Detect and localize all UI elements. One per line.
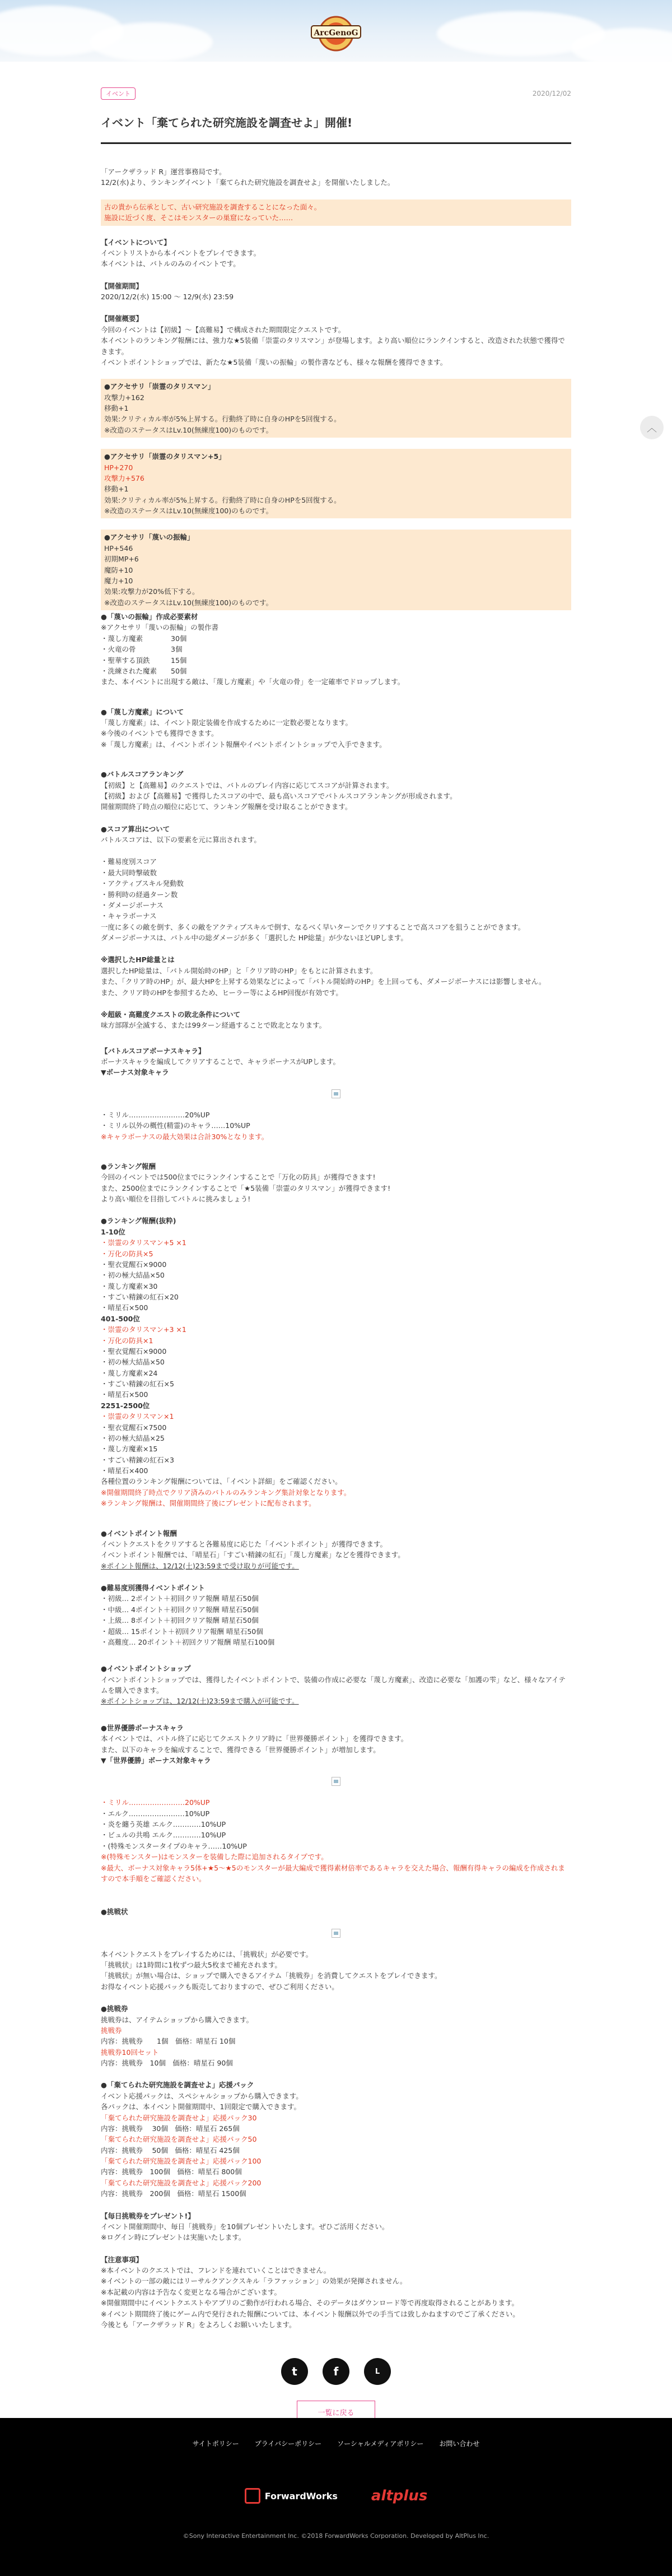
rank-tier: 401-500位 xyxy=(101,1314,140,1323)
text: ・聖華する頂鉄 15個 xyxy=(101,656,187,665)
text: 効果:攻撃力が20%低下する。 xyxy=(104,587,199,596)
text: ※キャラボーナスの最大効果は合計30%となります。 xyxy=(101,1132,269,1141)
text: 【初級】および【高難易】で獲得したスコアの中で、最も高いスコアでバトルスコアランキングが形成されます。 xyxy=(101,791,457,800)
text: 今回のイベントは【初級】～【高難易】で構成された期間限定クエストです。 xyxy=(101,325,346,334)
text: ダメージボーナスは、バトル中の総ダメージが多く「選択した HP総量」が少ないほどUPします。 xyxy=(101,934,408,942)
warning-text: ※(特殊モンスター)はモンスターを装備した際に追加されるタイプです。 ※最大、ボーナス対象キャラ5体+★5〜★5のモンスターが最大編成で獲得素材倍率であるキャラを交えた場合、報酬有得キャラの編成を作成されますので本手順をご確認ください。 xyxy=(101,1853,565,1883)
text: 攻撃力+576 xyxy=(104,474,144,482)
section-heading: ●イベントポイント報酬 xyxy=(101,1529,177,1538)
score-list xyxy=(101,856,571,921)
text: また、「クリア時のHP」が、最大HPを上昇する効果などによって「バトル開始時のHP」を上回っても、ダメージボーナスには影響しません。 xyxy=(101,977,546,986)
story-box xyxy=(101,199,571,226)
text: ※アクセサリ「蔑いの振輪」の製作書 xyxy=(101,623,219,632)
text: HP+270 xyxy=(104,463,133,472)
item-box-ring xyxy=(101,530,571,610)
text: 本イベントでは、バトル終了に応じてクエストクリア時に「世界優勝ポイント」を獲得できます。 xyxy=(101,1734,408,1743)
item-heading: ●アクセサリ「崇霊のタリスマン」 xyxy=(104,382,215,391)
section-heading: ●「棄てられた研究施設を調査せよ」応援パック xyxy=(101,2081,254,2090)
warning-text: ※ランキング報酬は、開催期間終了後にプレゼントに配布されます。 xyxy=(101,1499,316,1508)
list-item: ・超級… 15ポイント＋初回クリア報酬 晴星石50個 xyxy=(101,1627,263,1636)
article-title: イベント「棄てられた研究施設を調査せよ」開催! xyxy=(101,114,571,144)
item-heading: ●「蔑いの振輪」作成必要素材 xyxy=(101,612,198,621)
article xyxy=(67,87,605,2423)
list-item: 内容：挑戦券 30個 価格：晴星石 265個 xyxy=(101,2124,240,2133)
section-bonus-char xyxy=(101,1046,571,1142)
list-item: ・ミリル……………………20%UP xyxy=(101,1798,210,1807)
footer-link-social-media[interactable]: ソーシャルメディアポリシー xyxy=(337,2440,424,2448)
section-heading: ●挑戦状 xyxy=(101,1907,128,1916)
text: ※ログイン時にプレゼントは実施いたします。 xyxy=(101,2233,246,2242)
broken-image-icon xyxy=(332,1929,340,1938)
list-item: ・初の極大結晶×25 xyxy=(101,1433,165,1442)
section-heading: 【バトルスコアボーナスキャラ】 xyxy=(101,1046,206,1055)
list-item: ・蔑し方魔素×24 xyxy=(101,1368,158,1377)
text: イベントポイントショップでは、獲得したイベントポイントで、装備の作成に必要な「蔑し方魔素」、改造に必要な「加護の雫」など、様々なアイテムを購入できます。 xyxy=(101,1675,566,1695)
section-notice xyxy=(101,2254,571,2319)
list-item: ・ミリル以外の概性(精霊)のキャラ……10%UP xyxy=(101,1121,250,1130)
section-heading: ●ランキング報酬(抜粋) xyxy=(101,1217,176,1226)
list-item: ※本記載の内容は予告なく変更となる場合がございます。 xyxy=(101,2287,281,2296)
section-retry xyxy=(101,1009,571,1031)
list-item: ※イベント期間終了後にゲーム内で発行された報酬については、本イベント報酬以外での手当ては致しかねますのでご了承ください。 xyxy=(101,2309,520,2318)
list-item: ・アクティブスキル発動数 xyxy=(101,879,184,888)
copyright: ©Sony Interactive Entertainment Inc. ©2018 ForwardWorks Corporation. Developed by AltPlus Inc. xyxy=(183,2532,489,2540)
intro-text: 「アークザラッド R」運営事務局です。 xyxy=(101,168,226,176)
footer-link-privacy[interactable]: プライバシーポリシー xyxy=(254,2440,322,2448)
text: ▼「世界優勝」ボーナス対象キャラ xyxy=(101,1756,211,1765)
hero-banner xyxy=(0,0,672,62)
text: 魔防+10 xyxy=(104,565,133,574)
section-ticket xyxy=(101,2003,571,2068)
list-item: 「棄てられた研究施設を調査せよ」応援パック50 xyxy=(101,2135,257,2144)
section-heading: ●スコア算出について xyxy=(101,824,170,833)
text: ※改造のステータスはLv.10(無練度100)のものです。 xyxy=(104,598,273,607)
text: 各種位置のランキング報酬については、「イベント詳細」をご確認ください。 xyxy=(101,1477,342,1486)
text: HP+546 xyxy=(104,544,133,553)
rank-tier: 2251-2500位 xyxy=(101,1401,150,1410)
section-overview xyxy=(101,313,571,368)
list-item: ※本イベントのクエストでは、フレンドを連れていくことはできません。 xyxy=(101,2266,331,2275)
text: また、2500位までにランクインすることで「★5装備「崇霊のタリスマン」が獲得できます! xyxy=(101,1183,391,1192)
text: ・火竜の骨 3個 xyxy=(101,645,183,654)
text: 本イベントのランキング報酬には、強力な★5装備「崇霊のタリスマン」が登場します。より高い順位にランクインすると、改造された状態で獲得できます。 xyxy=(101,336,565,356)
forwardworks-mark-icon xyxy=(245,2488,260,2504)
text: イベント応援パックは、スペシャルショップから購入できます。 xyxy=(101,2091,303,2100)
item-box-talisman5 xyxy=(101,449,571,518)
list-item: 内容：挑戦券 100個 価格：晴星石 800個 xyxy=(101,2167,242,2176)
list-item: ・万化の防具×1 xyxy=(101,1336,153,1345)
text: ・洗練された魔素 50個 xyxy=(101,666,187,675)
text: ボーナスキャラを編成してクリアすることで、キャラボーナスがUPします。 xyxy=(101,1057,340,1066)
list-item: ・エルク……………………10%UP xyxy=(101,1809,210,1818)
section-heading: 【毎日挑戦券をプレゼント!】 xyxy=(101,2211,195,2220)
back-to-list-button[interactable]: 一覧に戻る xyxy=(297,2401,375,2423)
text: ※ポイント報酬は、12/12(土)23:59まで受け取りが可能です。 xyxy=(101,1561,299,1570)
line-icon: L xyxy=(375,2367,380,2376)
chevron-up-icon: ︿ xyxy=(647,423,657,434)
list-item: ・中級… 4ポイント＋初回クリア報酬 晴星石50個 xyxy=(101,1605,259,1614)
text: ※改造のステータスはLv.10(無練度100)のものです。 xyxy=(104,507,273,515)
facebook-share-button[interactable] xyxy=(323,2358,349,2385)
text: 開催期間終了時点の順位に応じて、ランキング報酬を受け取ることができます。 xyxy=(101,802,352,811)
list-item: ・(特殊モンスタータイプのキャラ……10%UP xyxy=(101,1841,247,1850)
section-event-about xyxy=(101,237,571,270)
altplus-logo[interactable]: altplus xyxy=(371,2487,428,2504)
text: イベントクエストをクリアすると各難易度に応じた「イベントポイント」が獲得できます。 xyxy=(101,1539,388,1548)
cloud-decoration xyxy=(90,22,213,62)
section-heading: ※超級・高難度クエストの敗北条件について xyxy=(101,1010,241,1019)
text: イベント開催期間中、毎日「挑戦券」を10個プレゼントいたします。ぜひご活用ください。 xyxy=(101,2222,389,2231)
list-item: ・ダメージボーナス xyxy=(101,901,164,909)
list-item: 挑戦券10回セット xyxy=(101,2048,159,2057)
list-item: ・聖衣覚醒石×9000 xyxy=(101,1347,167,1356)
text: 本イベントは、バトルのみのイベントです。 xyxy=(101,259,240,268)
list-item: 内容：挑戦券 50個 価格：晴星石 425個 xyxy=(101,2146,240,2155)
text: 移動+1 xyxy=(104,404,129,412)
text: 攻撃力+162 xyxy=(104,393,144,402)
list-item: ・崇霊のタリスマン+3 ×1 xyxy=(101,1325,186,1334)
section-heading: 【イベントについて】 xyxy=(101,238,171,247)
story-line: 施設に近づく度、そこはモンスターの巣窟になっていた…… xyxy=(104,213,293,222)
section-period xyxy=(101,281,571,303)
list-item: ・すごい精錬の紅石×3 xyxy=(101,1455,174,1464)
text: 2020/12/2(水) 15:00 ～ 12/9(水) 23:59 xyxy=(101,293,234,301)
text: 一度に多くの敵を倒す、多くの敵をアクティブスキルで倒す、なるべく早いターンでクリアすることで高スコアを狙うことができます。 xyxy=(101,922,525,931)
list-item: ・晴星石×400 xyxy=(101,1466,148,1475)
category-badge[interactable]: イベント xyxy=(101,87,136,100)
article-body xyxy=(101,166,571,2330)
footer-links xyxy=(0,2439,672,2448)
list-item: 内容：挑戦券 200個 価格：晴星石 1500個 xyxy=(101,2189,246,2198)
section-mana xyxy=(101,707,571,750)
list-item: ・上級… 8ポイント＋初回クリア報酬 晴星石50個 xyxy=(101,1616,259,1625)
section-heading: ●バトルスコアランキング xyxy=(101,770,184,779)
footer-link-contact[interactable]: お問い合わせ xyxy=(439,2440,480,2448)
share-buttons xyxy=(101,2358,571,2385)
section-daily xyxy=(101,2211,571,2243)
list-item: ・勝利時の経過ターン数 xyxy=(101,890,178,899)
list-item: ・初級… 2ポイント＋初回クリア報酬 晴星石50個 xyxy=(101,1594,259,1603)
text: イベントポイント報酬では、「晴星石」「すごい精錬の紅石」「蔑し方魔素」などを獲得できます。 xyxy=(101,1551,405,1559)
text: 【初級】と【高難易】のクエストでは、バトルのプレイ内容に応じてスコアが計算されます。 xyxy=(101,781,394,790)
broken-image-icon xyxy=(332,1089,340,1098)
forwardworks-label: ForwardWorks xyxy=(264,2490,338,2501)
list-item: 「棄てられた研究施設を調査せよ」応援パック200 xyxy=(101,2178,262,2187)
list-item: ・蔑し方魔素×30 xyxy=(101,1282,158,1291)
text: ・蔑し方魔素 30個 xyxy=(101,634,187,643)
item-heading: ●アクセサリ「蔑いの振輪」 xyxy=(104,533,194,542)
footer-link-site-policy[interactable]: サイトポリシー xyxy=(192,2440,239,2448)
game-logo[interactable] xyxy=(309,10,363,54)
section-heading: ●イベントポイントショップ xyxy=(101,1664,191,1673)
list-item: ・炎を纏う英雄 エルク…………10%UP xyxy=(101,1820,226,1828)
text: 本イベントクエストをプレイするためには、「挑戦状」が必要です。 xyxy=(101,1950,313,1958)
forwardworks-logo[interactable] xyxy=(245,2488,338,2504)
list-item: ・蔑し方魔素×15 xyxy=(101,1445,158,1454)
text: 今回のイベントでは500位までにランクインすることで「万化の防具」が獲得できます! xyxy=(101,1173,376,1182)
text: イベントポイントショップでは、新たな★5装備「蔑いの振輪」の製作書なども、様々な報酬を獲得できます。 xyxy=(101,358,447,366)
section-heading: ※選択したHP総量とは xyxy=(101,955,175,964)
line-share-button[interactable] xyxy=(364,2358,391,2385)
text: ▼ボーナス対象キャラ xyxy=(101,1068,169,1077)
list-item: 「棄てられた研究施設を調査せよ」応援パック100 xyxy=(101,2157,262,2165)
list-item: 内容：挑戦券 10個 価格：晴星石 90個 xyxy=(101,2059,233,2067)
list-item: ・崇霊のタリスマン×1 xyxy=(101,1412,174,1421)
post-date: 2020/12/02 xyxy=(532,90,571,98)
section-heading: 【開催概要】 xyxy=(101,314,143,323)
list-item: 「棄てられた研究施設を調査せよ」応援パック30 xyxy=(101,2113,257,2122)
text: より高い順位を目指してバトルに挑みましょう! xyxy=(101,1195,251,1203)
footer-logos xyxy=(0,2487,672,2504)
list-item: ・ビュルの共鳴 エルク…………10%UP xyxy=(101,1831,226,1840)
section-heading: ●世界優勝ボーナスキャラ xyxy=(101,1723,184,1732)
list-item: ※イベントの一部の敵にはリーサルクアンクスキル「ラファッション」の効果が発揮されません。 xyxy=(101,2277,407,2286)
intro-text: 12/2(水)より、ランキングイベント「棄てられた研究施設を調査せよ」を開催いたしました。 xyxy=(101,178,395,187)
list-item: ・最大同時撃破数 xyxy=(101,868,157,877)
text: 味方部隊が全滅する、または99ターン経過することで敗北となります。 xyxy=(101,1021,326,1030)
text: また、クリア時のHPを参照するため、ヒーラー等によるHP回復が有効です。 xyxy=(101,988,343,997)
list-item: ※開催期間中にイベントクエストやアプリのご動作が行われる場合、そのデータはダウンロード等で再度取得されることがあります。 xyxy=(101,2299,519,2308)
recipe xyxy=(101,611,571,676)
section-stamina xyxy=(101,1906,571,1992)
list-item: ・崇霊のタリスマン+5 ×1 xyxy=(101,1238,186,1247)
site-footer xyxy=(0,2418,672,2576)
text: 「挑戦状」は1時間に1枚ずつ最大5枚まで補充されます。 xyxy=(101,1961,282,1969)
section-hp xyxy=(101,954,571,998)
list-item: ・晴星石×500 xyxy=(101,1303,148,1312)
text: 各パックは、本イベント開催期間中、1回限定で購入できます。 xyxy=(101,2102,301,2111)
text: 初期MP+6 xyxy=(104,555,139,564)
list-item: ・聖衣覚醒石×7500 xyxy=(101,1423,167,1432)
text: 「挑戦状」が無い場合は、ショップで購入できるアイテム「挑戦券」を消費してクエストをプレイできます。 xyxy=(101,1971,442,1980)
broken-image-icon xyxy=(332,1777,340,1786)
list-item: ・晴星石×500 xyxy=(101,1390,148,1399)
facebook-icon: f xyxy=(333,2365,339,2379)
story-line: 古の貴から伝承として、古い研究施設を調査することになった面々。 xyxy=(104,202,321,211)
logo-text: ArcGenoG xyxy=(314,29,358,38)
warning-text: ※開催期間終了時点でクリア済みのバトルのみランキング集計対象となります。 xyxy=(101,1488,351,1497)
section-heading: ●難易度別獲得イベントポイント xyxy=(101,1584,205,1592)
twitter-share-button[interactable] xyxy=(281,2358,308,2385)
list-item: ・キャラボーナス xyxy=(101,912,157,921)
rank-tier: 1-10位 xyxy=(101,1227,125,1236)
text: ※「蔑し方魔素」は、イベントポイント報酬やイベントポイントショップで入手できます。 xyxy=(101,740,386,749)
section-battle-score xyxy=(101,769,571,813)
section-event-points xyxy=(101,1528,571,1572)
section-heading: ●「蔑し方魔素」について xyxy=(101,707,184,716)
item-box-talisman xyxy=(101,379,571,438)
section-ranking xyxy=(101,1161,571,1205)
list-item: ・聖衣覚醒石×9000 xyxy=(101,1260,167,1269)
list-item: 内容：挑戦券 1個 価格：晴星石 10個 xyxy=(101,2037,236,2046)
section-world-title xyxy=(101,1723,571,1885)
text: バトルスコアは、以下の要素を元に算出されます。 xyxy=(101,836,261,844)
text: ※改造のステータスはLv.10(無練度100)のものです。 xyxy=(104,425,273,434)
text: また、本イベントに出現する敵は、「蔑し方魔素」や「火竜の骨」を一定確率でドロップします。 xyxy=(101,677,405,686)
list-item: ・高難度… 20ポイント＋初回クリア報酬 晴星石100個 xyxy=(101,1637,275,1646)
section-score-elements xyxy=(101,824,571,944)
section-shop xyxy=(101,1663,571,1707)
twitter-icon: t xyxy=(292,2365,297,2379)
section-heading: ●ランキング報酬 xyxy=(101,1162,156,1171)
list-item: ・難易度別スコア xyxy=(101,857,157,866)
text: 効果:クリティカル率が5%上昇する。行動終了時に自身のHPを5回復する。 xyxy=(104,415,341,424)
list-item: ・すごい精錬の紅石×5 xyxy=(101,1380,174,1388)
section-heading: ●挑戦券 xyxy=(101,2004,128,2013)
text: また、以下のキャラを編成することで、獲得できる「世界優勝ポイント」が増加します。 xyxy=(101,1745,380,1754)
event-point-table xyxy=(101,1582,571,1647)
text: イベントリストから本イベントをプレイできます。 xyxy=(101,248,261,257)
section-heading: 【開催期間】 xyxy=(101,281,143,290)
item-heading: ●アクセサリ「崇霊のタリスマン+5」 xyxy=(104,452,226,461)
section-pack xyxy=(101,2080,571,2199)
text: ※今後のイベントでも獲得できます。 xyxy=(101,729,218,738)
ranking-detail xyxy=(101,1215,571,1509)
list-item: ・すごい精錬の紅石×20 xyxy=(101,1293,179,1301)
text: 「蔑し方魔素」は、イベント限定装備を作成するために一定数必要となります。 xyxy=(101,718,353,727)
text: 挑戦券は、アイテムショップから購入できます。 xyxy=(101,2015,254,2024)
closing-text: 今後とも「アークザラッド R」をよろしくお願いいたします。 xyxy=(101,2320,296,2329)
section-heading: 【注意事項】 xyxy=(101,2255,143,2264)
text: お得なイベント応援パックも販売しておりますので、ぜひご利用ください。 xyxy=(101,1982,339,1991)
text: ※ポイントショップは、12/12(土)23:59まで購入が可能です。 xyxy=(101,1697,299,1706)
scroll-top-button[interactable] xyxy=(640,416,664,439)
text: 選択したHP総量は、「バトル開始時のHP」と「クリア時のHP」をもとに計算されます。 xyxy=(101,966,377,975)
list-item: ・ミリル……………………20%UP xyxy=(101,1110,210,1119)
text: 移動+1 xyxy=(104,485,129,494)
text: 魔力+10 xyxy=(104,576,133,585)
list-item: 挑戦券 xyxy=(101,2026,122,2035)
text: 効果:クリティカル率が5%上昇する。行動終了時に自身のHPを5回復する。 xyxy=(104,495,341,504)
list-item: ・万化の防具×5 xyxy=(101,1249,153,1258)
list-item: ・初の極大結晶×50 xyxy=(101,1271,165,1280)
list-item: ・初の極大結晶×50 xyxy=(101,1358,165,1367)
